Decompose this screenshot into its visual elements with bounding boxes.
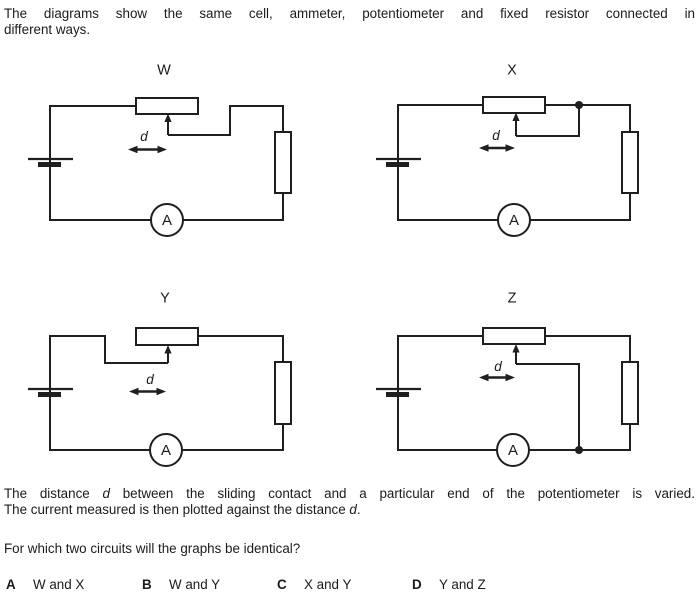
distance-arrowhead-left-icon (479, 144, 489, 151)
wiper-arrow (164, 114, 171, 136)
option-c-letter: C (277, 577, 287, 592)
ammeter (151, 204, 183, 236)
distance-arrowhead-left-icon (128, 146, 138, 153)
circuit-x (376, 63, 638, 237)
distance-arrowhead-left-icon (129, 388, 139, 395)
intro-line-1: The diagrams show the same cell, ammeter, potentiometer and fixed resistor connected in (4, 6, 695, 21)
distance-label: d (140, 129, 148, 144)
circuit-w (28, 63, 291, 237)
wires (398, 336, 630, 450)
distance-range-arrow-icon (479, 144, 515, 151)
circuit-w-label: W (157, 62, 171, 79)
wiper-arrow (512, 344, 519, 364)
ammeter-label: A (161, 212, 173, 229)
wiper-arrow (512, 113, 519, 137)
option-b-letter: B (142, 577, 152, 592)
ammeter (498, 204, 530, 236)
circuit-z-label: Z (507, 290, 517, 307)
distance-line-1 (4, 486, 695, 502)
ammeter-label: A (508, 212, 520, 229)
option-b-label: W and Y (169, 577, 221, 592)
potentiometer (136, 98, 198, 114)
distance-line-2-post: . (356, 502, 361, 517)
junction-dot (575, 101, 583, 109)
wiper-arrowhead-icon (164, 345, 171, 354)
option-d (412, 577, 486, 593)
intro-line-2: different ways. (4, 22, 91, 37)
distance-symbol: d (349, 502, 357, 517)
option-c (277, 577, 351, 593)
distance-symbol: d (102, 486, 110, 501)
distance-arrowhead-left-icon (479, 374, 489, 381)
wiper-arrowhead-icon (512, 344, 519, 353)
potentiometer (483, 97, 545, 113)
distance-range-arrow-icon (479, 374, 515, 381)
circuit-y-label: Y (160, 290, 170, 307)
fixed-resistor (622, 132, 638, 193)
distance-paragraph (4, 486, 695, 518)
distance-arrowhead-right-icon (506, 374, 516, 381)
option-a-label: W and X (33, 577, 85, 592)
ammeter-label: A (507, 442, 519, 459)
junction-dot (575, 446, 583, 454)
fixed-resistor (275, 132, 291, 193)
option-c-label: X and Y (304, 577, 352, 592)
option-d-label: Y and Z (439, 577, 486, 592)
distance-range-arrow-icon (128, 146, 167, 153)
distance-arrowhead-right-icon (506, 144, 516, 151)
question-text: For which two circuits will the graphs be identical? (4, 541, 301, 556)
fixed-resistor (622, 362, 638, 424)
wires (398, 105, 630, 220)
distance-line-1-post: between the sliding contact and a particular end of the potentiometer is varied. (122, 486, 695, 501)
options-row (0, 577, 697, 595)
distance-label: d (494, 359, 502, 374)
circuit-x-label: X (507, 62, 517, 79)
ammeter (497, 434, 529, 466)
potentiometer (483, 328, 545, 344)
option-b (142, 577, 220, 593)
ammeter-label: A (160, 442, 172, 459)
fixed-resistor (275, 362, 291, 424)
distance-line-1-pre: The distance (4, 486, 90, 501)
potentiometer (136, 328, 198, 345)
option-a (6, 577, 84, 593)
wires (50, 106, 283, 220)
distance-arrowhead-right-icon (157, 388, 167, 395)
distance-line-2 (4, 502, 695, 518)
option-d-letter: D (412, 577, 422, 592)
ammeter (150, 434, 182, 466)
distance-label: d (146, 372, 154, 387)
circuit-z (376, 291, 638, 467)
distance-line-2-pre: The current measured is then plotted against the distance (4, 502, 346, 517)
wiper-arrow (164, 345, 171, 363)
option-a-letter: A (6, 577, 16, 592)
distance-label: d (492, 128, 500, 143)
circuit-y (28, 291, 291, 467)
distance-range-arrow-icon (129, 388, 166, 395)
distance-arrowhead-right-icon (158, 146, 168, 153)
